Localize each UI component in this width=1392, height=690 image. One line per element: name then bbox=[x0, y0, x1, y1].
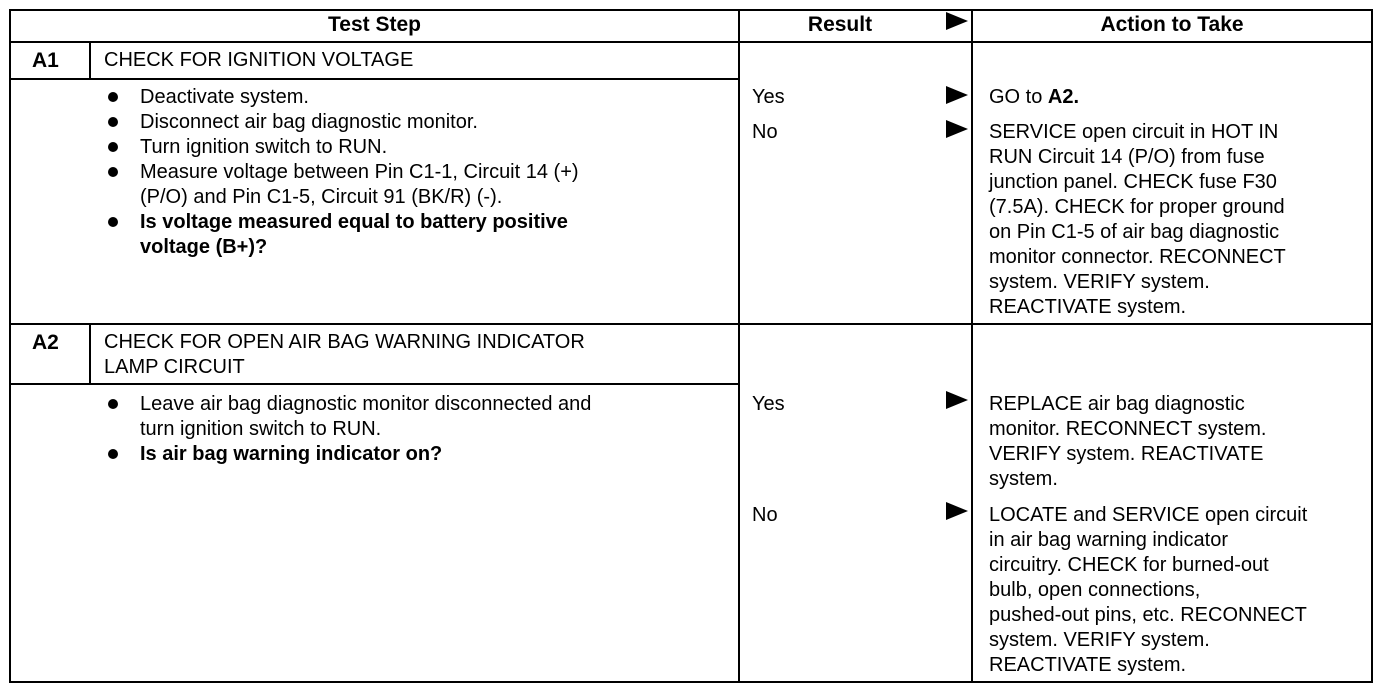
col-divider-action bbox=[971, 9, 973, 683]
a2-action-no-line: system. VERIFY system. bbox=[989, 629, 1210, 651]
a1-instruction-2: Disconnect air bag diagnostic monitor. bbox=[140, 111, 478, 133]
a1-instruction-3: Turn ignition switch to RUN. bbox=[140, 136, 388, 158]
a1-action-no-line: SERVICE open circuit in HOT IN bbox=[989, 121, 1279, 143]
bullet-icon bbox=[108, 167, 118, 177]
a1-action-no-line: (7.5A). CHECK for proper ground bbox=[989, 196, 1285, 218]
a1-action-yes-text: GO to bbox=[989, 86, 1048, 108]
row-divider-a2 bbox=[9, 323, 1373, 325]
arrow-icon bbox=[946, 120, 968, 138]
border-right bbox=[1371, 9, 1373, 683]
a1-title-underline bbox=[9, 78, 740, 80]
a1-action-no-line: junction panel. CHECK fuse F30 bbox=[989, 171, 1277, 193]
border-bottom bbox=[9, 681, 1373, 683]
a2-action-yes-line: REPLACE air bag diagnostic bbox=[989, 393, 1245, 415]
step-a2-title: CHECK FOR OPEN AIR BAG WARNING INDICATOR bbox=[104, 331, 585, 353]
a1-action-no-line: REACTIVATE system. bbox=[989, 296, 1187, 318]
a1-result-no: No bbox=[752, 121, 778, 143]
step-a1-title: CHECK FOR IGNITION VOLTAGE bbox=[104, 49, 414, 71]
a1-instruction-1: Deactivate system. bbox=[140, 86, 309, 108]
bullet-icon bbox=[108, 142, 118, 152]
border-top bbox=[9, 9, 1373, 11]
a2-question: Is air bag warning indicator on? bbox=[140, 443, 443, 465]
a1-action-yes bbox=[989, 85, 1079, 110]
bullet-icon bbox=[108, 217, 118, 227]
a2-action-no-line: LOCATE and SERVICE open circuit bbox=[989, 504, 1308, 526]
a2-action-no-line: circuitry. CHECK for burned-out bbox=[989, 554, 1269, 576]
a2-instruction-1-cont: turn ignition switch to RUN. bbox=[140, 418, 382, 440]
a1-question: Is voltage measured equal to battery positive bbox=[140, 211, 568, 233]
a2-action-yes-line: system. bbox=[989, 468, 1058, 490]
col-divider-result bbox=[738, 9, 740, 683]
a2-action-yes-line: monitor. RECONNECT system. bbox=[989, 418, 1267, 440]
header-result: Result bbox=[807, 13, 873, 36]
a2-title-underline bbox=[9, 383, 740, 385]
a1-action-no-line: RUN Circuit 14 (P/O) from fuse bbox=[989, 146, 1265, 168]
a1-action-no-line: on Pin C1-5 of air bag diagnostic bbox=[989, 221, 1280, 243]
border-left bbox=[9, 9, 11, 683]
step-a2-id: A2 bbox=[32, 331, 59, 354]
bullet-icon bbox=[108, 92, 118, 102]
header-underline bbox=[9, 41, 1373, 43]
a2-instruction-1: Leave air bag diagnostic monitor disconnected and bbox=[140, 393, 592, 415]
a2-action-no-line: in air bag warning indicator bbox=[989, 529, 1229, 551]
a1-instruction-4-cont: (P/O) and Pin C1-5, Circuit 91 (BK/R) (-). bbox=[140, 186, 503, 208]
a1-action-no-line: system. VERIFY system. bbox=[989, 271, 1210, 293]
header-test-step: Test Step bbox=[328, 13, 421, 36]
a1-action-no-line: monitor connector. RECONNECT bbox=[989, 246, 1286, 268]
bullet-icon bbox=[108, 449, 118, 459]
a1-result-yes: Yes bbox=[752, 86, 785, 108]
step-a1-id: A1 bbox=[32, 49, 59, 72]
arrow-icon bbox=[946, 86, 968, 104]
a2-id-divider bbox=[89, 323, 91, 384]
arrow-icon bbox=[946, 391, 968, 409]
a1-question-cont: voltage (B+)? bbox=[140, 236, 268, 258]
a2-action-no-line: REACTIVATE system. bbox=[989, 654, 1187, 676]
a2-result-no: No bbox=[752, 504, 778, 526]
bullet-icon bbox=[108, 399, 118, 409]
header-arrow-icon bbox=[946, 12, 968, 30]
bullet-icon bbox=[108, 117, 118, 127]
a1-id-divider bbox=[89, 41, 91, 79]
header-action: Action to Take bbox=[1100, 13, 1244, 36]
a1-instruction-4: Measure voltage between Pin C1-1, Circuit 14 (+) bbox=[140, 161, 579, 183]
a2-action-yes-line: VERIFY system. REACTIVATE bbox=[989, 443, 1264, 465]
a1-action-yes-ref: A2. bbox=[1047, 86, 1080, 108]
a2-result-yes: Yes bbox=[752, 393, 785, 415]
a2-action-no-line: bulb, open connections, bbox=[989, 579, 1201, 601]
step-a2-title-cont: LAMP CIRCUIT bbox=[104, 356, 245, 378]
a2-action-no-line: pushed-out pins, etc. RECONNECT bbox=[989, 604, 1307, 626]
arrow-icon bbox=[946, 502, 968, 520]
